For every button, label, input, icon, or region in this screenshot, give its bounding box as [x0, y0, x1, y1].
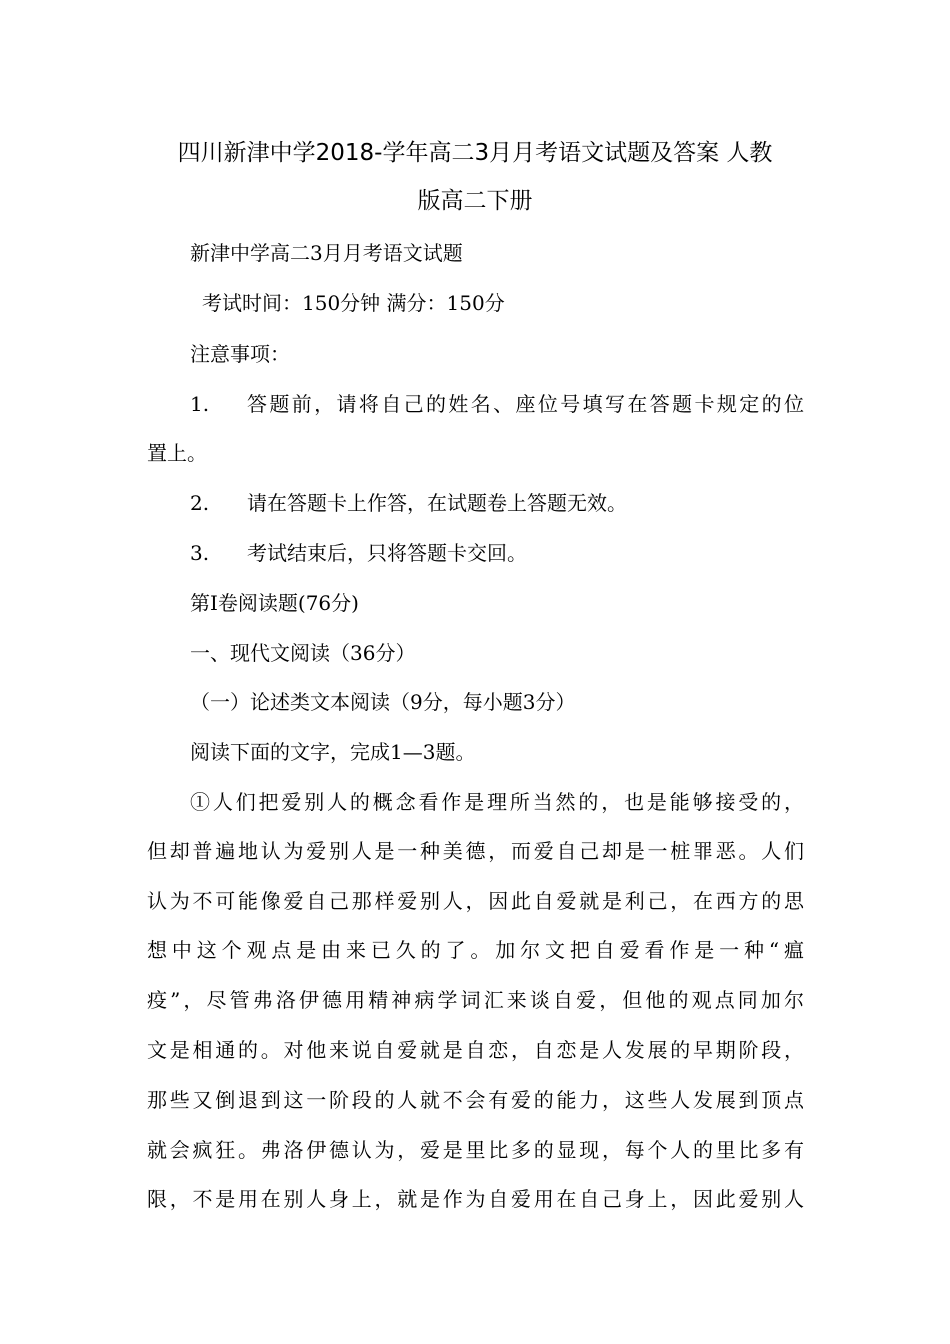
section-heading: 一、现代文阅读（36分） [190, 641, 416, 665]
exam-info: 考试时间：150分钟 满分：150分 [202, 291, 505, 315]
notice-3-text: 考试结束后，只将答题卡交回。 [247, 541, 527, 565]
notice-3-number: 3. [190, 541, 210, 565]
passage-line: 文是相通的。对他来说自爱就是自恋，自恋是人发展的早期阶段， [147, 1038, 804, 1062]
part-heading: 第Ⅰ卷阅读题(76分) [190, 591, 359, 615]
notice-1-number: 1. [190, 392, 210, 416]
passage-line: 疫”，尽管弗洛伊德用精神病学词汇来谈自爱，但他的观点同加尔 [147, 988, 804, 1012]
passage-line: 就会疯狂。弗洛伊德认为，爱是里比多的显现，每个人的里比多有 [147, 1138, 804, 1162]
notice-2-text: 请在答题卡上作答，在试题卷上答题无效。 [247, 491, 627, 515]
passage-line: ①人们把爱别人的概念看作是理所当然的，也是能够接受的， [190, 790, 804, 814]
reading-instruction: 阅读下面的文字，完成1—3题。 [190, 740, 476, 764]
notice-2-number: 2. [190, 491, 210, 515]
notice-1-text: 答题前，请将自己的姓名、座位号填写在答题卡规定的位 [247, 392, 804, 416]
notice-1-text-continued: 置上。 [147, 441, 207, 465]
document-title-line-2: 版高二下册 [417, 188, 533, 214]
passage-line: 限，不是用在别人身上，就是作为自爱用在自己身上，因此爱别人 [147, 1187, 804, 1211]
exam-name: 新津中学高二3月月考语文试题 [190, 241, 463, 265]
passage-line: 那些又倒退到这一阶段的人就不会有爱的能力，这些人发展到顶点 [147, 1088, 804, 1112]
passage-line: 但却普遍地认为爱别人是一种美德，而爱自己却是一桩罪恶。人们 [147, 839, 804, 863]
passage-line: 认为不可能像爱自己那样爱别人，因此自爱就是利己，在西方的思 [147, 889, 804, 913]
subsection-heading: （一）论述类文本阅读（9分，每小题3分） [190, 690, 576, 714]
notice-heading: 注意事项： [190, 342, 290, 366]
document-title-line-1: 四川新津中学2018-学年高二3月月考语文试题及答案 人教 [177, 140, 773, 166]
passage-line: 想中这个观点是由来已久的了。加尔文把自爱看作是一种“瘟 [147, 938, 804, 962]
